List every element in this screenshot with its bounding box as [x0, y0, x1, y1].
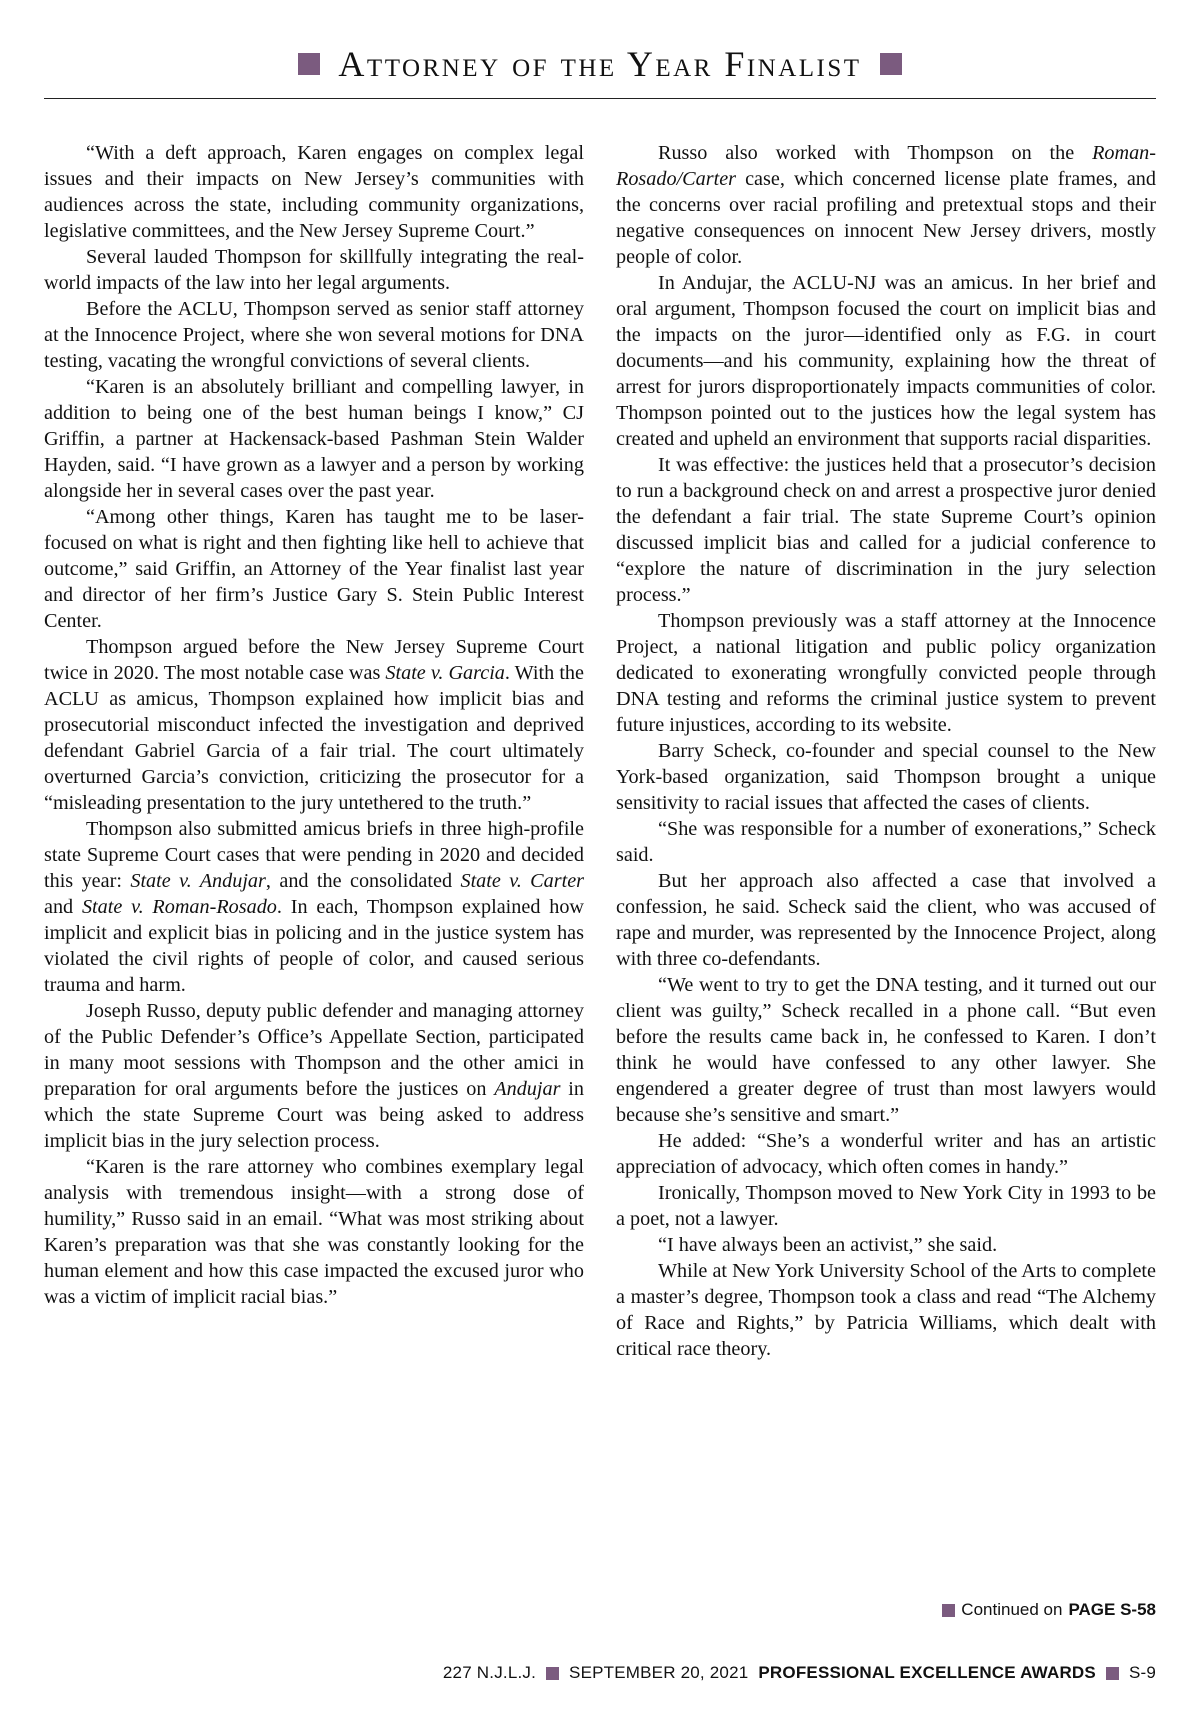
paragraph-text: He added: “She’s a wonderful writer and has an artistic appreciation of advocacy, which often comes in handy.”	[616, 1130, 1156, 1178]
paragraph-text: case, which concerned license plate frames, and the concerns over racial profiling and pretextual stops and their negative consequences on innocent New Jersey drivers, mostly people of color.	[616, 168, 1156, 268]
paragraph-text: and	[44, 896, 82, 918]
continued-notice	[942, 1600, 1156, 1620]
page-header	[44, 36, 1156, 99]
paragraph	[616, 1232, 1156, 1258]
paragraph	[616, 1180, 1156, 1232]
paragraph-text: Joseph Russo, deputy public defender and managing attorney of the Public Defender’s Office’s Appellate Section, participated in many moot sessions with Thompson and the other amici in preparation for oral arguments before the justices on	[44, 1000, 584, 1100]
paragraph	[44, 244, 584, 296]
paragraph	[616, 738, 1156, 816]
paragraph	[616, 608, 1156, 738]
paragraph-text: Thompson argued before the New Jersey Supreme Court twice in 2020. The most notable case was	[44, 636, 584, 684]
paragraph-text: “Among other things, Karen has taught me to be laser-focused on what is right and then fighting like hell to achieve that outcome,” said Griffin, an Attorney of the Year finalist last year and director of her firm’s Justice Gary S. Stein Public Interest Center.	[44, 506, 584, 632]
continued-square-icon	[942, 1604, 955, 1617]
footer-page: S-9	[1128, 1663, 1156, 1682]
paragraph	[616, 816, 1156, 868]
paragraph	[44, 374, 584, 504]
case-name: Roman-Rosado/Carter	[616, 142, 1156, 190]
paragraph	[616, 1258, 1156, 1362]
paragraph-text: Before the ACLU, Thompson served as senior staff attorney at the Innocence Project, where she won several motions for DNA testing, vacating the wrongful convictions of several clients.	[44, 298, 584, 372]
paragraph	[44, 634, 584, 816]
footer-section: PROFESSIONAL EXCELLENCE AWARDS	[758, 1663, 1096, 1682]
header-square-left-icon	[298, 53, 320, 75]
paragraph	[616, 868, 1156, 972]
paragraph-text: It was effective: the justices held that a prosecutor’s decision to run a background check on and arrest a prospective juror denied the defendant a fair trial. The state Supreme Court’s opinion discussed implicit bias and called for a judicial conference to “explore the nature of discrimination in the jury selection process.”	[616, 454, 1156, 606]
case-name: State v. Carter	[460, 870, 585, 892]
paragraph-text: But her approach also affected a case that involved a confession, he said. Scheck said the client, who was accused of rape and murder, was represented by the Innocence Project, along with three co-defendants.	[616, 870, 1156, 970]
case-name: Andujar	[494, 1078, 561, 1100]
paragraph	[44, 998, 584, 1154]
paragraph-text: “We went to try to get the DNA testing, and it turned out our client was guilty,” Scheck recalled in a phone call. “But even before the results came back in, he confessed to Karen. I don’t think he would have confessed to any other lawyer. She engendered a greater degree of trust than most lawyers would because she’s sensitive and smart.”	[616, 974, 1156, 1126]
paragraph-text: “She was responsible for a number of exonerations,” Scheck said.	[616, 818, 1156, 866]
paragraph	[616, 270, 1156, 452]
paragraph-text: “With a deft approach, Karen engages on complex legal issues and their impacts on New Jersey’s communities with audiences across the state, including community organizations, legislative committees, and the New Jersey Supreme Court.”	[44, 142, 584, 242]
left-column	[44, 140, 584, 1628]
paragraph	[616, 452, 1156, 608]
paragraph-text: While at New York University School of the Arts to complete a master’s degree, Thompson took a class and read “The Alchemy of Race and Rights,” by Patricia Williams, which dealt with critical race theory.	[616, 1260, 1156, 1360]
header-title: Attorney of the Year Finalist	[338, 44, 862, 84]
paragraph-text: . With the ACLU as amicus, Thompson explained how implicit bias and prosecutorial misconduct infected the investigation and deprived defendant Gabriel Garcia of a fair trial. The court ultimately overturned Garcia’s conviction, criticizing the prosecutor for a “misleading presentation to the jury untethered to the truth.”	[44, 662, 584, 814]
article-body	[44, 140, 1156, 1628]
continued-label: Continued on	[961, 1600, 1063, 1619]
paragraph	[616, 140, 1156, 270]
case-name: State v. Andujar	[130, 870, 266, 892]
paragraph	[44, 816, 584, 998]
paragraph	[44, 1154, 584, 1310]
paragraph	[44, 504, 584, 634]
paragraph-text: “I have always been an activist,” she said.	[658, 1234, 998, 1256]
paragraph	[44, 296, 584, 374]
paragraph-text: In Andujar, the ACLU-NJ was an amicus. In her brief and oral argument, Thompson focused the court on implicit bias and the impacts on the juror—identified only as F.G. in court documents—and his community, explaining how the threat of arrest for jurors disproportionately impacts communities of color. Thompson pointed out to the justices how the legal system has created and upheld an environment that supports racial disparities.	[616, 272, 1156, 450]
paragraph-text: Russo also worked with Thompson on the	[658, 142, 1093, 164]
paragraph-text: in which the state Supreme Court was being asked to address implicit bias in the jury selection process.	[44, 1078, 584, 1152]
page-footer	[443, 1663, 1156, 1683]
case-name: State v. Roman-Rosado	[81, 896, 277, 918]
continued-page: PAGE S-58	[1068, 1600, 1156, 1619]
header-square-right-icon	[880, 53, 902, 75]
paragraph-text: , and the consolidated	[265, 870, 461, 892]
footer-publication: 227 N.J.L.J.	[442, 1663, 537, 1682]
paragraph	[616, 972, 1156, 1128]
paragraph-text: Barry Scheck, co-founder and special counsel to the New York-based organization, said Thompson brought a unique sensitivity to racial issues that affected the cases of clients.	[616, 740, 1156, 814]
paragraph-text: Ironically, Thompson moved to New York City in 1993 to be a poet, not a lawyer.	[616, 1182, 1156, 1230]
paragraph	[616, 1128, 1156, 1180]
right-column	[616, 140, 1156, 1628]
paragraph	[44, 140, 584, 244]
paragraph-text: Several lauded Thompson for skillfully integrating the real-world impacts of the law into her legal arguments.	[44, 246, 584, 294]
footer-date: SEPTEMBER 20, 2021	[569, 1663, 749, 1682]
paragraph-text: “Karen is the rare attorney who combines exemplary legal analysis with tremendous insight—with a strong dose of humility,” Russo said in an email. “What was most striking about Karen’s preparation was that she was constantly looking for the human element and how this case impacted the excused juror who was a victim of implicit racial bias.”	[44, 1156, 584, 1308]
paragraph-text: “Karen is an absolutely brilliant and compelling lawyer, in addition to being one of the best human beings I know,” CJ Griffin, a partner at Hackensack-based Pashman Stein Walder Hayden, said. “I have grown as a lawyer and a person by working alongside her in several cases over the past year.	[44, 376, 584, 502]
paragraph-text: . In each, Thompson explained how implicit and explicit bias in policing and in the justice system has violated the civil rights of people of color, and caused serious trauma and harm.	[44, 896, 584, 996]
case-name: State v. Garcia	[385, 662, 505, 684]
paragraph-text: Thompson previously was a staff attorney at the Innocence Project, a national litigation and public policy organization dedicated to exonerating wrongfully convicted people through DNA testing and reforms the criminal justice system to prevent future injustices, according to its website.	[616, 610, 1156, 736]
footer-square-icon-2	[1106, 1667, 1119, 1680]
paragraph-text: Thompson also submitted amicus briefs in three high-profile state Supreme Court cases that were pending in 2020 and decided this year:	[44, 818, 584, 892]
footer-square-icon	[546, 1667, 559, 1680]
